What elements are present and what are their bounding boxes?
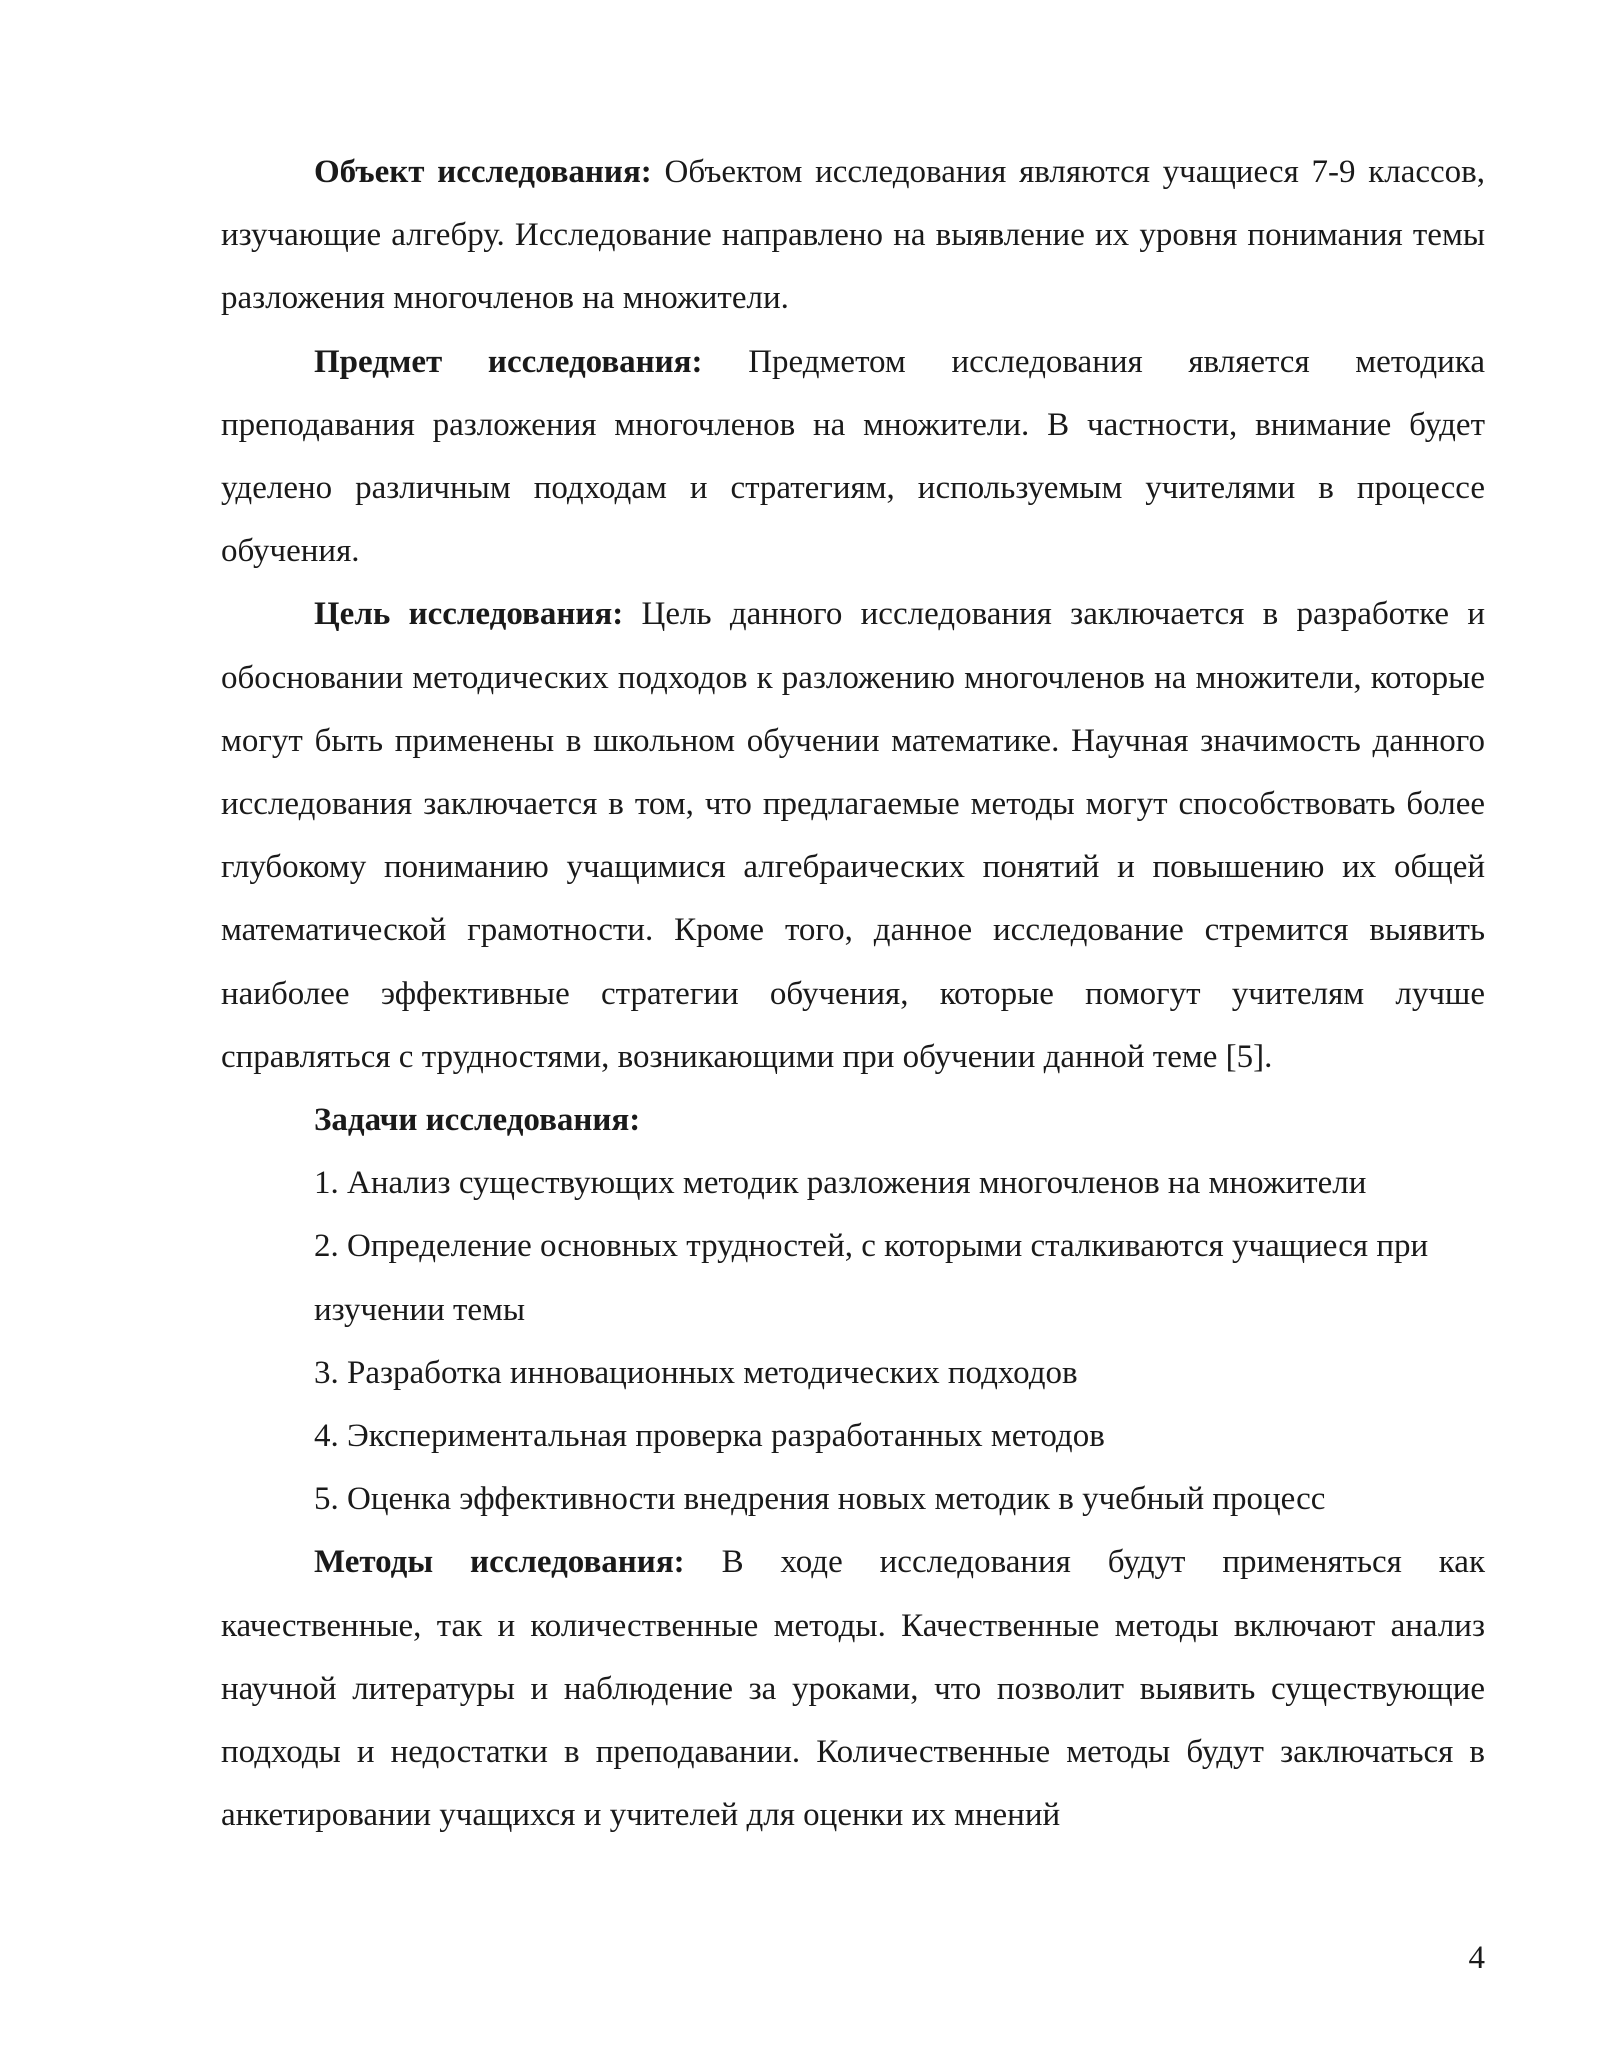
document-page [221, 141, 1485, 1847]
task-item: 3. Разработка инновационных методических подходов [314, 1354, 1078, 1391]
paragraph-object [221, 141, 1485, 331]
paragraph-goal-label: Цель исследования: [314, 596, 624, 633]
paragraph-subject-label: Предмет исследования: [314, 343, 703, 380]
paragraph-subject [221, 331, 1485, 584]
paragraph-object-text: Объектом исследования являются учащиеся 7-9 классов, изучающие алгебру. Исследование направлено на выявление их уровня понимания темы разложения многочленов на множители. [221, 154, 1485, 317]
task-item: 1. Анализ существующих методик разложения многочленов на множители [314, 1165, 1367, 1202]
task-item: 2. Определение основных трудностей, с которыми сталкиваются учащиеся при изучении темы [314, 1228, 1429, 1328]
task-item: 4. Экспериментальная проверка разработанных методов [314, 1418, 1105, 1455]
paragraph-methods-text: В ходе исследования будут применяться как качественные, так и количественные методы. Качественные методы включают анализ научной литературы и наблюдение за уроками, что позволит выявить существующие подходы и недостатки в преподавании. Количественные методы будут заключаться в анкетировании учащихся и учителей для оценки их мнений [221, 1544, 1485, 1834]
paragraph-methods-label: Методы исследования: [314, 1544, 685, 1581]
tasks-heading: Задачи исследования: [314, 1102, 641, 1139]
page-number: 4 [1468, 1940, 1485, 1976]
task-item: 5. Оценка эффективности внедрения новых методик в учебный процесс [314, 1481, 1326, 1518]
tasks-list [221, 1152, 1485, 1531]
paragraph-subject-text: Предметом исследования является методика преподавания разложения многочленов на множители. В частности, внимание будет уделено различным подходам и стратегиям, используемым учителями в процессе обучения. [221, 343, 1485, 570]
paragraph-object-label: Объект исследования: [314, 154, 652, 190]
paragraph-methods [221, 1531, 1485, 1847]
paragraph-goal-text: Цель данного исследования заключается в разработке и обосновании методических подходов к разложению многочленов на множители, которые могут быть применены в школьном обучении математике. Научная значимость данного исследования заключается в том, что предлагаемые методы могут способствовать более глубокому пониманию учащимися алгебраических понятий и повышению их общей математической грамотности. Кроме того, данное исследование стремится выявить наиболее эффективные стратегии обучения, которые помогут учителям лучше справляться с трудностями, возникающими при обучении данной теме [5]. [221, 596, 1485, 1075]
paragraph-goal [221, 583, 1485, 1089]
